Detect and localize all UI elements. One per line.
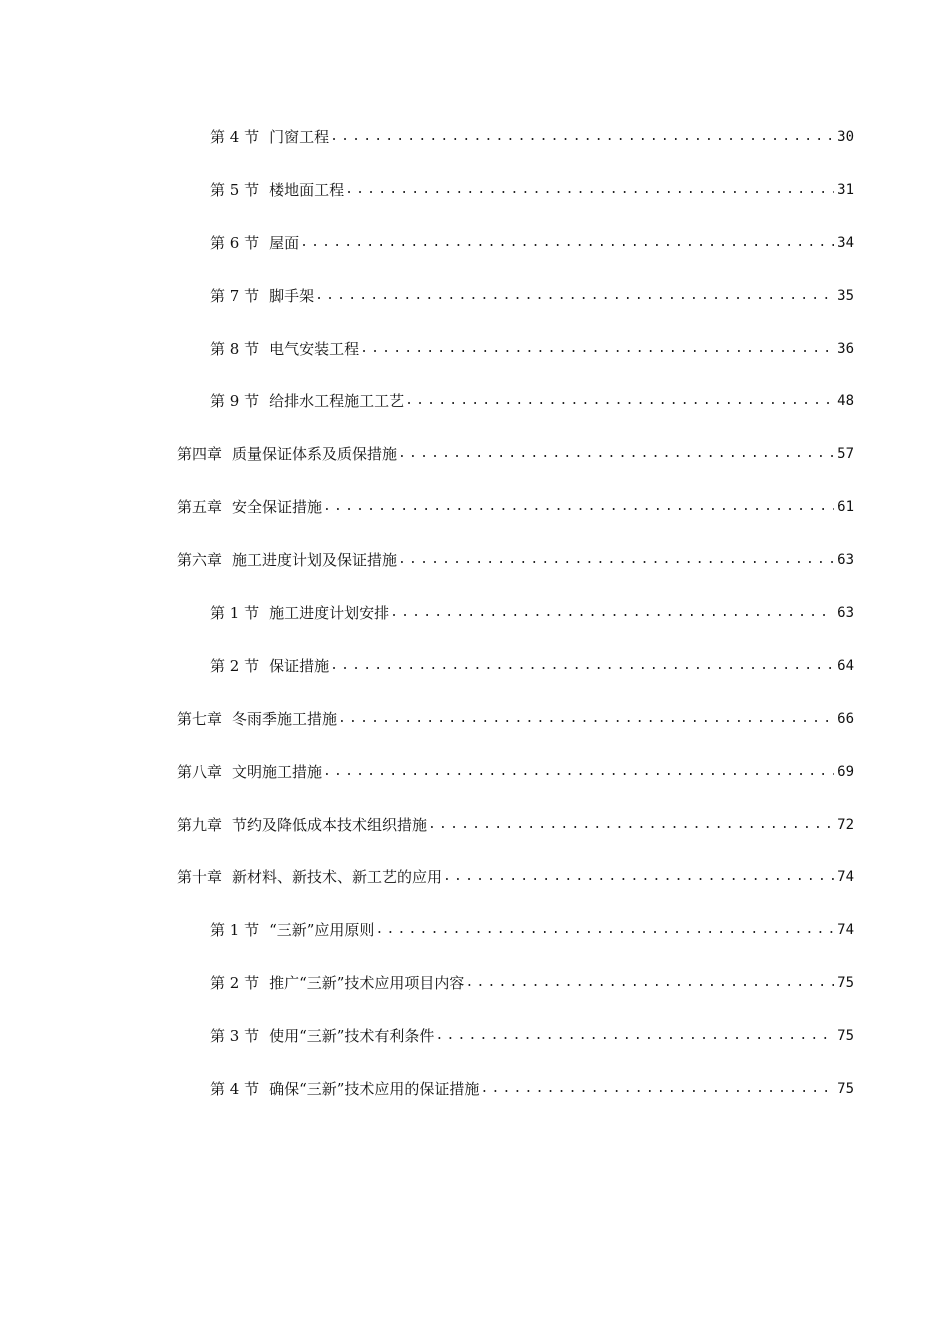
entry-title: 质量保证体系及质保措施 bbox=[232, 445, 398, 464]
toc-entry[interactable] bbox=[0, 970, 950, 1023]
dot-leader bbox=[323, 759, 834, 785]
toc-entry[interactable] bbox=[0, 230, 950, 283]
entry-number: 第 6 节 bbox=[210, 233, 260, 252]
entry-page-number: 69 bbox=[837, 763, 854, 780]
toc-entry[interactable] bbox=[0, 917, 950, 970]
entry-number: 第八章 bbox=[177, 762, 223, 781]
toc-entry[interactable] bbox=[0, 441, 950, 494]
entry-title: 节约及降低成本技术组织措施 bbox=[232, 815, 428, 834]
dot-leader bbox=[435, 1023, 834, 1049]
entry-number: 第九章 bbox=[177, 815, 223, 834]
entry-page-number: 34 bbox=[837, 234, 854, 251]
dot-leader bbox=[398, 547, 834, 573]
entry-title: 给排水工程施工工艺 bbox=[269, 392, 405, 411]
entry-page-number: 63 bbox=[837, 605, 854, 622]
toc-entry[interactable] bbox=[0, 812, 950, 865]
entry-title: 屋面 bbox=[269, 233, 300, 252]
dot-leader bbox=[390, 600, 834, 626]
entry-page-number: 35 bbox=[837, 287, 854, 304]
entry-number: 第十章 bbox=[177, 868, 223, 887]
entry-page-number: 61 bbox=[837, 499, 854, 516]
entry-number: 第 5 节 bbox=[210, 180, 260, 199]
toc-entry[interactable] bbox=[0, 600, 950, 653]
toc-entry[interactable] bbox=[0, 653, 950, 706]
entry-number: 第 4 节 bbox=[210, 1080, 260, 1099]
entry-title: 施工进度计划及保证措施 bbox=[232, 551, 398, 570]
entry-title: “三新”应用原则 bbox=[269, 921, 375, 940]
entry-title: 冬雨季施工措施 bbox=[232, 709, 338, 728]
entry-title: 安全保证措施 bbox=[232, 498, 323, 517]
toc-entry[interactable] bbox=[0, 283, 950, 336]
entry-page-number: 36 bbox=[837, 340, 854, 357]
toc-entry[interactable] bbox=[0, 547, 950, 600]
entry-number: 第四章 bbox=[177, 445, 223, 464]
entry-number: 第 1 节 bbox=[210, 921, 260, 940]
dot-leader bbox=[360, 336, 834, 362]
entry-number: 第 4 节 bbox=[210, 128, 260, 146]
dot-leader bbox=[398, 441, 834, 467]
entry-page-number: 74 bbox=[837, 869, 854, 886]
dot-leader bbox=[300, 230, 834, 256]
dot-leader bbox=[428, 812, 834, 838]
entry-title: 楼地面工程 bbox=[269, 180, 345, 199]
toc-entry[interactable] bbox=[0, 494, 950, 547]
entry-number: 第六章 bbox=[177, 551, 223, 570]
toc-entry[interactable] bbox=[0, 1076, 950, 1129]
entry-title: 门窗工程 bbox=[269, 128, 330, 146]
entry-page-number: 72 bbox=[837, 816, 854, 833]
entry-number: 第 8 节 bbox=[210, 339, 260, 358]
entry-page-number: 64 bbox=[837, 657, 854, 674]
table-of-contents bbox=[0, 124, 950, 1129]
entry-page-number: 74 bbox=[837, 922, 854, 939]
toc-entry[interactable] bbox=[0, 1023, 950, 1076]
entry-page-number: 57 bbox=[837, 446, 854, 463]
dot-leader bbox=[330, 653, 834, 679]
entry-page-number: 31 bbox=[837, 181, 854, 198]
toc-entry[interactable] bbox=[0, 336, 950, 389]
entry-page-number: 63 bbox=[837, 552, 854, 569]
toc-entry[interactable] bbox=[0, 706, 950, 759]
entry-number: 第 1 节 bbox=[210, 604, 260, 623]
dot-leader bbox=[330, 124, 834, 150]
entry-number: 第 3 节 bbox=[210, 1027, 260, 1046]
entry-title: 脚手架 bbox=[269, 286, 315, 305]
dot-leader bbox=[443, 864, 834, 890]
toc-entry[interactable] bbox=[0, 388, 950, 441]
toc-entry[interactable] bbox=[0, 759, 950, 812]
toc-entry[interactable] bbox=[0, 864, 950, 917]
toc-entry[interactable] bbox=[0, 177, 950, 230]
entry-title: 施工进度计划安排 bbox=[269, 604, 390, 623]
entry-number: 第 2 节 bbox=[210, 656, 260, 675]
dot-leader bbox=[315, 283, 834, 309]
dot-leader bbox=[375, 917, 834, 943]
entry-title: 确保“三新”技术应用的保证措施 bbox=[269, 1080, 480, 1099]
entry-number: 第七章 bbox=[177, 709, 223, 728]
entry-page-number: 75 bbox=[837, 1028, 854, 1045]
entry-page-number: 30 bbox=[837, 129, 854, 145]
entry-title: 新材料、新技术、新工艺的应用 bbox=[232, 868, 443, 887]
dot-leader bbox=[338, 706, 834, 732]
entry-title: 文明施工措施 bbox=[232, 762, 323, 781]
dot-leader bbox=[465, 970, 834, 996]
dot-leader bbox=[405, 388, 834, 414]
toc-entry[interactable] bbox=[0, 124, 950, 177]
dot-leader bbox=[480, 1076, 834, 1102]
dot-leader bbox=[345, 177, 834, 203]
entry-title: 推广“三新”技术应用项目内容 bbox=[269, 974, 465, 993]
entry-page-number: 48 bbox=[837, 393, 854, 410]
entry-page-number: 66 bbox=[837, 710, 854, 727]
entry-number: 第 7 节 bbox=[210, 286, 260, 305]
entry-page-number: 75 bbox=[837, 975, 854, 992]
entry-title: 使用“三新”技术有利条件 bbox=[269, 1027, 435, 1046]
entry-number: 第五章 bbox=[177, 498, 223, 517]
entry-number: 第 2 节 bbox=[210, 974, 260, 993]
entry-page-number: 75 bbox=[837, 1081, 854, 1098]
dot-leader bbox=[323, 494, 834, 520]
entry-number: 第 9 节 bbox=[210, 392, 260, 411]
entry-title: 电气安装工程 bbox=[269, 339, 360, 358]
entry-title: 保证措施 bbox=[269, 656, 330, 675]
